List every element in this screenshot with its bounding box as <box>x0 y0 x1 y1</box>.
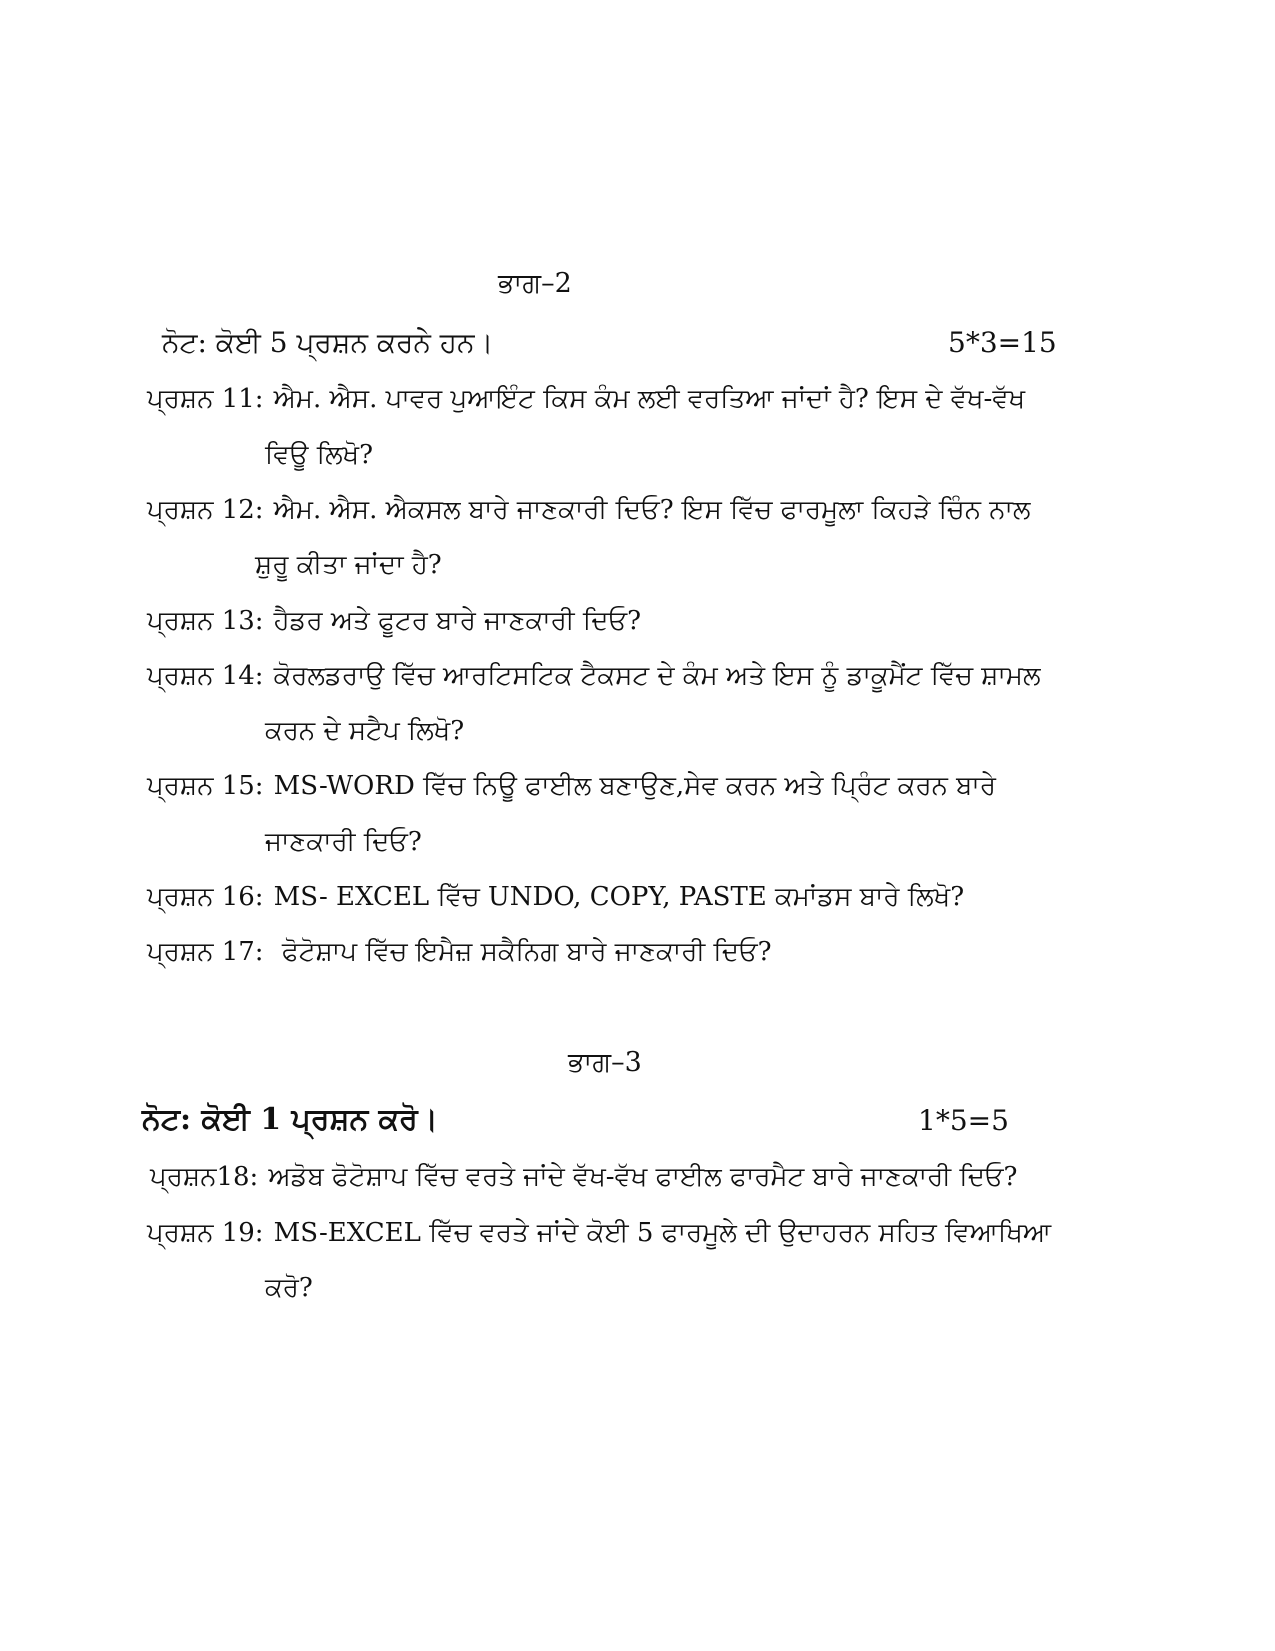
question-13 <box>147 606 641 637</box>
question-17 <box>147 937 772 968</box>
part2-note: ਨੋਟ: ਕੋਈ 5 ਪ੍ਰਸ਼ਨ ਕਰਨੇ ਹਨ। <box>162 326 494 359</box>
question-text: ਕੋਰਲਡਰਾਉ ਵਿੱਚ ਆਰਟਿਸਟਿਕ ਟੈਕਸਟ ਦੇ ਕੰਮ ਅਤੇ ਇਸ ਨੂੰ ਡਾਕੂਮੈਂਟ ਵਿੱਚ ਸ਼ਾਮਲ <box>273 661 1041 691</box>
part2-heading: ਭਾਗ–2 <box>498 268 572 299</box>
question-11-continuation: ਵਿਊ ਲਿਖੋ? <box>265 440 374 470</box>
question-12 <box>147 495 1030 526</box>
question-text: ਐਮ. ਐਸ. ਪਾਵਰ ਪੁਆਇੰਟ ਕਿਸ ਕੰਮ ਲਈ ਵਰਤਿਆ ਜਾਂਦਾਂ ਹੈ? ਇਸ ਦੇ ਵੱਖ-ਵੱਖ <box>273 384 1026 414</box>
question-label: ਪ੍ਰਸ਼ਨ 11: <box>147 384 264 414</box>
question-label: ਪ੍ਰਸ਼ਨ 15: <box>147 771 264 801</box>
question-19 <box>147 1218 1051 1249</box>
question-text: MS- EXCEL ਵਿੱਚ UNDO, COPY, PASTE ਕਮਾਂਡਸ ਬਾਰੇ ਲਿਖੋ? <box>273 882 965 912</box>
question-text: ਅਡੋਬ ਫੋਟੋਸ਼ਾਪ ਵਿੱਚ ਵਰਤੇ ਜਾਂਦੇ ਵੱਖ-ਵੱਖ ਫਾਈਲ ਫਾਰਮੈਟ ਬਾਰੇ ਜਾਣਕਾਰੀ ਦਿਓ? <box>268 1162 1018 1192</box>
question-label: ਪ੍ਰਸ਼ਨ 16: <box>147 882 264 912</box>
question-text: ਐਮ. ਐਸ. ਐਕਸਲ ਬਾਰੇ ਜਾਣਕਾਰੀ ਦਿਓ? ਇਸ ਵਿੱਚ ਫਾਰਮੂਲਾ ਕਿਹੜੇ ਚਿੰਨ ਨਾਲ <box>273 495 1031 525</box>
part2-marks: 5*3=15 <box>948 326 1057 359</box>
question-label: ਪ੍ਰਸ਼ਨ 12: <box>147 495 264 525</box>
question-19-continuation: ਕਰੋ? <box>265 1273 313 1303</box>
question-11 <box>147 384 1025 415</box>
question-14 <box>147 661 1041 692</box>
question-15 <box>147 771 996 802</box>
question-14-continuation: ਕਰਨ ਦੇ ਸਟੈਪ ਲਿਖੋ? <box>265 716 465 746</box>
part3-marks: 1*5=5 <box>918 1104 1009 1137</box>
question-label: ਪ੍ਰਸ਼ਨ 13: <box>147 606 264 636</box>
question-18 <box>150 1162 1017 1193</box>
question-text: ਫੋਟੋਸ਼ਾਪ ਵਿੱਚ ਇਮੈਜ਼ ਸਕੈਨਿਗ ਬਾਰੇ ਜਾਣਕਾਰੀ ਦਿਓ? <box>273 937 772 967</box>
question-text: MS-WORD ਵਿੱਚ ਨਿਊ ਫਾਈਲ ਬਣਾਉਣ,ਸੇਵ ਕਰਨ ਅਤੇ ਪ੍ਰਿੰਟ ਕਰਨ ਬਾਰੇ <box>273 771 996 801</box>
question-text: ਹੈਡਰ ਅਤੇ ਫੂਟਰ ਬਾਰੇ ਜਾਣਕਾਰੀ ਦਿਓ? <box>273 606 642 636</box>
question-label: ਪ੍ਰਸ਼ਨ18: <box>150 1162 259 1192</box>
question-label: ਪ੍ਰਸ਼ਨ 14: <box>147 661 264 691</box>
question-12-continuation: ਸ਼ੁਰੂ ਕੀਤਾ ਜਾਂਦਾ ਹੈ? <box>255 550 442 580</box>
question-16 <box>147 882 964 913</box>
part3-heading: ਭਾਗ–3 <box>568 1047 642 1078</box>
question-text: MS-EXCEL ਵਿੱਚ ਵਰਤੇ ਜਾਂਦੇ ਕੋਈ 5 ਫਾਰਮੂਲੇ ਦੀ ਉਦਾਹਰਨ ਸਹਿਤ ਵਿਆਖਿਆ <box>273 1218 1052 1248</box>
question-label: ਪ੍ਰਸ਼ਨ 19: <box>147 1218 264 1248</box>
part3-note: ਨੋਟ: ਕੋਈ 1 ਪ੍ਰਸ਼ਨ ਕਰੋ। <box>142 1102 438 1137</box>
question-label: ਪ੍ਰਸ਼ਨ 17: <box>147 937 264 967</box>
question-15-continuation: ਜਾਣਕਾਰੀ ਦਿਓ? <box>265 827 422 857</box>
